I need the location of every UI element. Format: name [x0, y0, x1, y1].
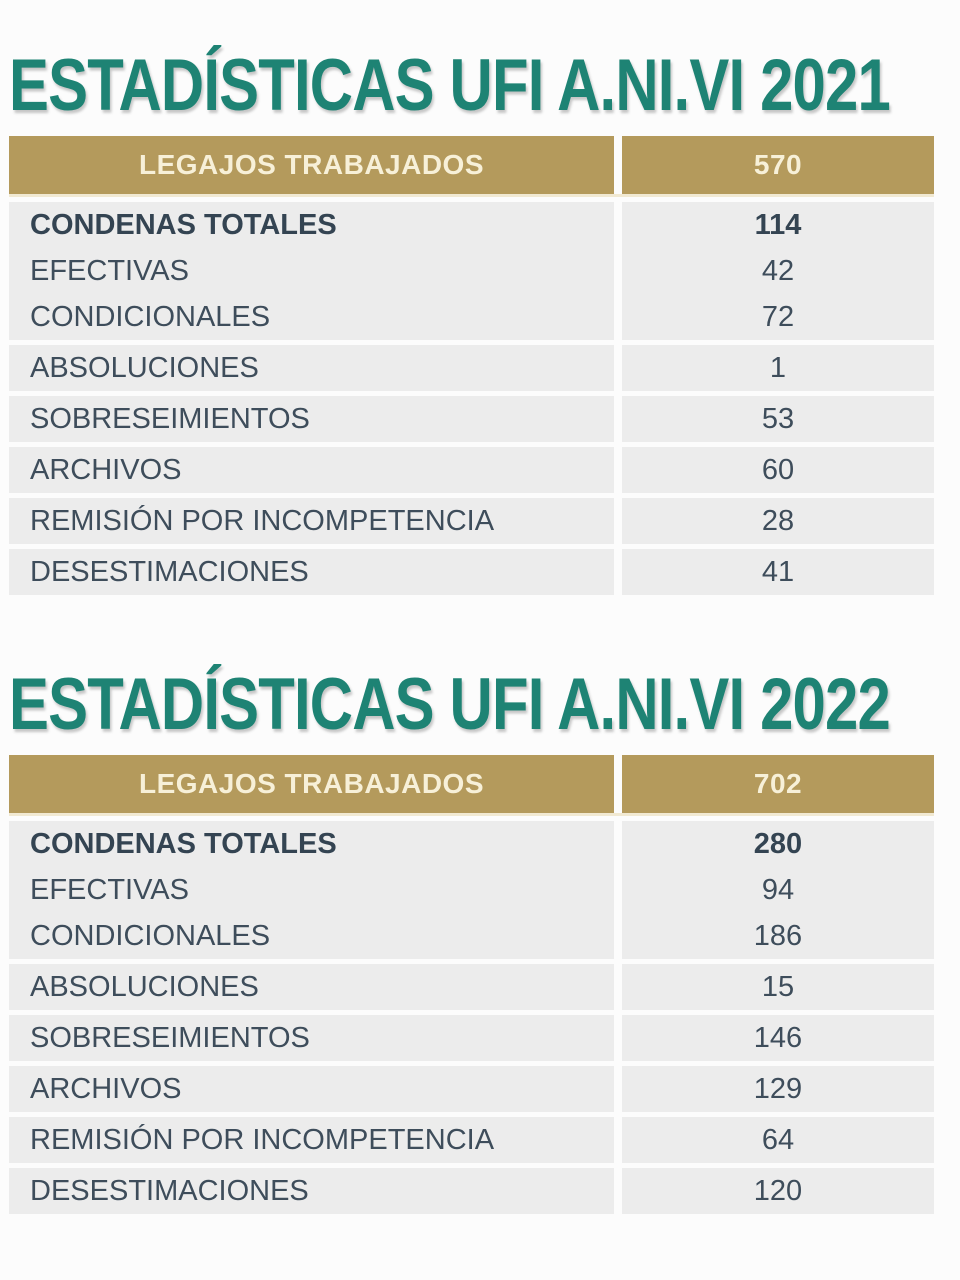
row-value: 280 [622, 821, 934, 867]
row-group [9, 447, 934, 493]
header-value: 570 [622, 136, 934, 194]
row-label: CONDENAS TOTALES [9, 202, 614, 248]
row-value: 1 [622, 345, 934, 391]
row-label: REMISIÓN POR INCOMPETENCIA [9, 498, 614, 544]
table-header-row [9, 755, 934, 816]
row-label: CONDICIONALES [9, 913, 614, 959]
section-title: ESTADÍSTICAS UFI A.NI.VI 2022 [9, 664, 890, 745]
row-label: REMISIÓN POR INCOMPETENCIA [9, 1117, 614, 1163]
row-group [9, 549, 934, 595]
row-label: ABSOLUCIONES [9, 345, 614, 391]
row-label: CONDENAS TOTALES [9, 821, 614, 867]
row-label: EFECTIVAS [9, 867, 614, 913]
table-row [9, 1168, 934, 1214]
table-header-row [9, 136, 934, 197]
table-row [9, 1117, 934, 1163]
table-row [9, 447, 934, 493]
row-value: 60 [622, 447, 934, 493]
row-label: EFECTIVAS [9, 248, 614, 294]
table-row [9, 202, 934, 248]
row-label: DESESTIMACIONES [9, 1168, 614, 1214]
row-group [9, 202, 934, 340]
row-group [9, 1015, 934, 1061]
header-value: 702 [622, 755, 934, 813]
row-label: SOBRESEIMIENTOS [9, 396, 614, 442]
header-label: LEGAJOS TRABAJADOS [9, 136, 614, 194]
row-group [9, 964, 934, 1010]
row-value: 186 [622, 913, 934, 959]
stats-section [9, 0, 934, 595]
row-value: 41 [622, 549, 934, 595]
section-title: ESTADÍSTICAS UFI A.NI.VI 2021 [9, 45, 890, 126]
row-label: SOBRESEIMIENTOS [9, 1015, 614, 1061]
table-row [9, 913, 934, 959]
table-row [9, 345, 934, 391]
row-label: ARCHIVOS [9, 447, 614, 493]
row-value: 15 [622, 964, 934, 1010]
row-value: 42 [622, 248, 934, 294]
row-value: 114 [622, 202, 934, 248]
row-value: 28 [622, 498, 934, 544]
table-row [9, 1066, 934, 1112]
stats-section [9, 661, 934, 1214]
row-group [9, 345, 934, 391]
row-group [9, 396, 934, 442]
row-value: 120 [622, 1168, 934, 1214]
row-value: 64 [622, 1117, 934, 1163]
row-value: 53 [622, 396, 934, 442]
table-row [9, 396, 934, 442]
table-row [9, 248, 934, 294]
table-row [9, 498, 934, 544]
row-group [9, 821, 934, 959]
table-row [9, 964, 934, 1010]
row-value: 72 [622, 294, 934, 340]
row-value: 94 [622, 867, 934, 913]
row-group [9, 498, 934, 544]
row-group [9, 1168, 934, 1214]
stats-table [9, 755, 934, 1214]
header-label: LEGAJOS TRABAJADOS [9, 755, 614, 813]
row-label: ARCHIVOS [9, 1066, 614, 1112]
table-row [9, 821, 934, 867]
table-row [9, 549, 934, 595]
row-label: DESESTIMACIONES [9, 549, 614, 595]
row-group [9, 1117, 934, 1163]
table-row [9, 1015, 934, 1061]
row-value: 129 [622, 1066, 934, 1112]
row-label: CONDICIONALES [9, 294, 614, 340]
row-group [9, 1066, 934, 1112]
table-row [9, 294, 934, 340]
row-label: ABSOLUCIONES [9, 964, 614, 1010]
stats-table [9, 136, 934, 595]
table-row [9, 867, 934, 913]
row-value: 146 [622, 1015, 934, 1061]
